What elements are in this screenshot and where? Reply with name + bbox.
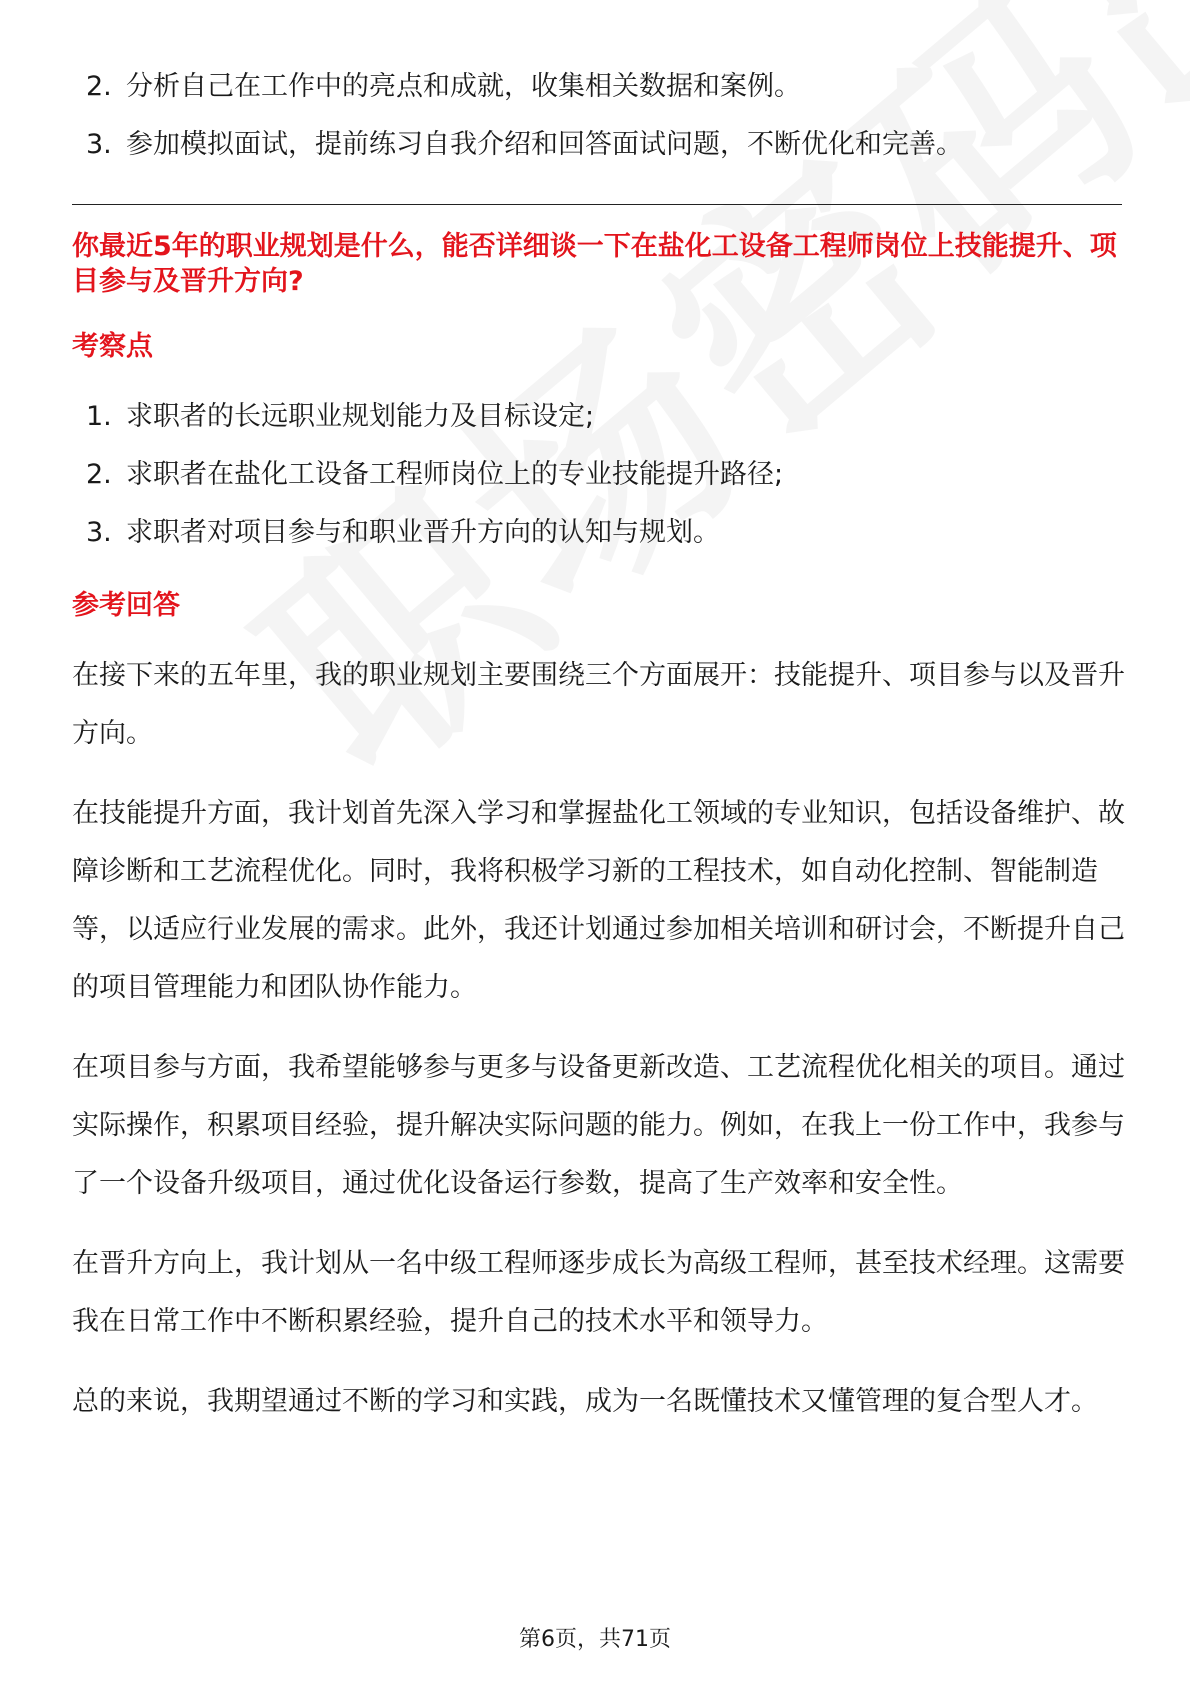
check-points-list — [72, 388, 1122, 562]
section-divider — [72, 204, 1122, 205]
list-item-text: 求职者在盐化工设备工程师岗位上的专业技能提升路径; — [126, 459, 784, 490]
list-item-number: 3. — [86, 517, 112, 548]
check-points-title: 考察点 — [72, 331, 153, 362]
list-item-text: 求职者对项目参与和职业晋升方向的认知与规划。 — [126, 517, 720, 548]
list-item-text: 分析自己在工作中的亮点和成就，收集相关数据和案例。 — [126, 71, 801, 102]
list-item-text: 求职者的长远职业规划能力及目标设定; — [126, 401, 595, 432]
list-item-number: 3. — [86, 129, 112, 160]
previous-answer-list — [72, 58, 1122, 174]
page-content — [72, 58, 1125, 1431]
answer-title: 参考回答 — [72, 590, 180, 621]
answer-paragraph: 在晋升方向上，我计划从一名中级工程师逐步成长为高级工程师，甚至技术经理。这需要我在日常工作中不断积累经验，提升自己的技术水平和领导力。 — [72, 1248, 1125, 1337]
list-item-number: 1. — [86, 401, 112, 432]
list-item — [72, 116, 1122, 174]
list-item — [72, 504, 1122, 562]
answer-paragraph: 总的来说，我期望通过不断的学习和实践，成为一名既懂技术又懂管理的复合型人才。 — [72, 1386, 1098, 1417]
list-item-text: 参加模拟面试，提前练习自我介绍和回答面试问题，不断优化和完善。 — [126, 129, 963, 160]
answer-paragraph: 在接下来的五年里，我的职业规划主要围绕三个方面展开：技能提升、项目参与以及晋升方向。 — [72, 660, 1125, 749]
list-item-number: 2. — [86, 71, 112, 102]
answer-paragraph: 在项目参与方面，我希望能够参与更多与设备更新改造、工艺流程优化相关的项目。通过实际操作，积累项目经验，提升解决实际问题的能力。例如，在我上一份工作中，我参与了一个设备升级项目，通过优化设备运行参数，提高了生产效率和安全性。 — [72, 1052, 1125, 1199]
list-item — [72, 446, 1122, 504]
page-number-footer: 第6页，共71页 — [519, 1627, 671, 1652]
list-item — [72, 58, 1122, 116]
list-item-number: 2. — [86, 459, 112, 490]
list-item — [72, 388, 1122, 446]
question-heading: 你最近5年的职业规划是什么，能否详细谈一下在盐化工设备工程师岗位上技能提升、项目参与及晋升方向? — [72, 231, 1117, 297]
answer-paragraph: 在技能提升方面，我计划首先深入学习和掌握盐化工领域的专业知识，包括设备维护、故障诊断和工艺流程优化。同时，我将积极学习新的工程技术，如自动化控制、智能制造等，以适应行业发展的需求。此外，我还计划通过参加相关培训和研讨会，不断提升自己的项目管理能力和团队协作能力。 — [72, 798, 1125, 1003]
